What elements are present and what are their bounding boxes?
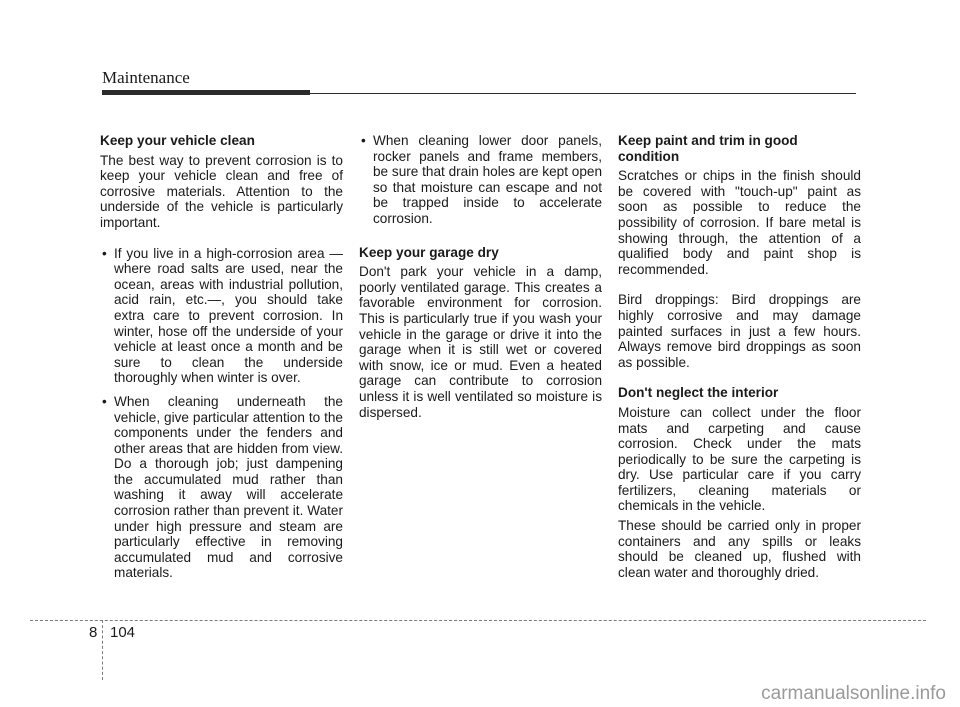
bullet-icon: • <box>102 245 107 261</box>
list-item: • If you live in a high-corrosion area — where road salts are used, near the ocean, areas with industrial pollution, acid rain, etc.—, you should take extra care to prevent corrosion. In winter, hose off the underside of your vehicle at least once a month and be sure to clean the underside thoroughly when winter is over. <box>102 245 343 386</box>
heading-interior: Don't neglect the interior <box>618 385 779 401</box>
header-rule-thin <box>310 93 856 94</box>
list-item: • When cleaning underneath the vehicle, give particular attention to the components under the fenders and other areas that are hidden from view. Do a thorough job; just dampening the accumulated mud rather than washing it away will accelerate corrosion rather than prevent it. Water under high pressure and steam are particularly effective in removing accumulated mud and corrosive materials. <box>102 393 343 581</box>
bullet-icon: • <box>361 133 366 148</box>
list-item: • When cleaning lower door panels, rocker panels and frame members, be sure that drain holes are kept open so that moisture can escape and not be trapped inside to accelerate corrosion. <box>361 133 602 226</box>
bullet-icon: • <box>102 393 107 409</box>
column-2 <box>359 133 602 435</box>
paragraph-bird-droppings: Bird droppings: Bird droppings are highly corrosive and may damage painted surfaces in just a few hours. Always remove bird droppings as soon as possible. <box>618 292 861 370</box>
bullet-list-1 <box>100 246 343 581</box>
paragraph-scratches: Scratches or chips in the finish should be covered with "touch-up" paint as soon as possible to reduce the possibility of corrosion. If bare metal is showing through, the attention of a qualified body and paint shop is recommended. <box>618 168 861 277</box>
heading-keep-vehicle-clean: Keep your vehicle clean <box>100 133 255 148</box>
paragraph-garage: Don't park your vehicle in a damp, poorly ventilated garage. This creates a favorable environment for corrosion. This is particularly true if you wash your vehicle in the garage or drive it into the garage when it is still wet or covered with snow, ice or mud. Even a heated garage can contribute to corrosion unless it is well ventilated so moisture is dispersed. <box>359 264 602 420</box>
column-3 <box>618 133 861 595</box>
bullet-list-2 <box>359 133 602 227</box>
paragraph-containers: These should be carried only in proper containers and any spills or leaks should be cleaned up, flushed with clean water and thoroughly dried. <box>618 518 861 580</box>
header-rule-thick <box>102 90 310 95</box>
paragraph-moisture: Moisture can collect under the floor mats and carpeting and cause corrosion. Check under the mats periodically to be sure the carpeting is dry. Use particular care if you carry fertilizers, cleaning materials or chemicals in the vehicle. <box>618 404 861 514</box>
paragraph-intro: The best way to prevent corrosion is to keep your vehicle clean and free of corrosive materials. Attention to the underside of the vehicle is particularly important. <box>100 152 343 230</box>
heading-paint-trim: Keep paint and trim in good condition <box>618 133 798 164</box>
footer-divider <box>30 620 926 621</box>
page-number: 104 <box>110 624 136 641</box>
section-title: Maintenance <box>102 68 190 87</box>
chapter-number: 8 <box>89 624 98 641</box>
heading-keep-garage-dry: Keep your garage dry <box>359 244 499 260</box>
column-1 <box>100 133 343 589</box>
footer-vertical-divider <box>102 620 103 680</box>
watermark: carmanualsonline.info <box>761 683 946 704</box>
